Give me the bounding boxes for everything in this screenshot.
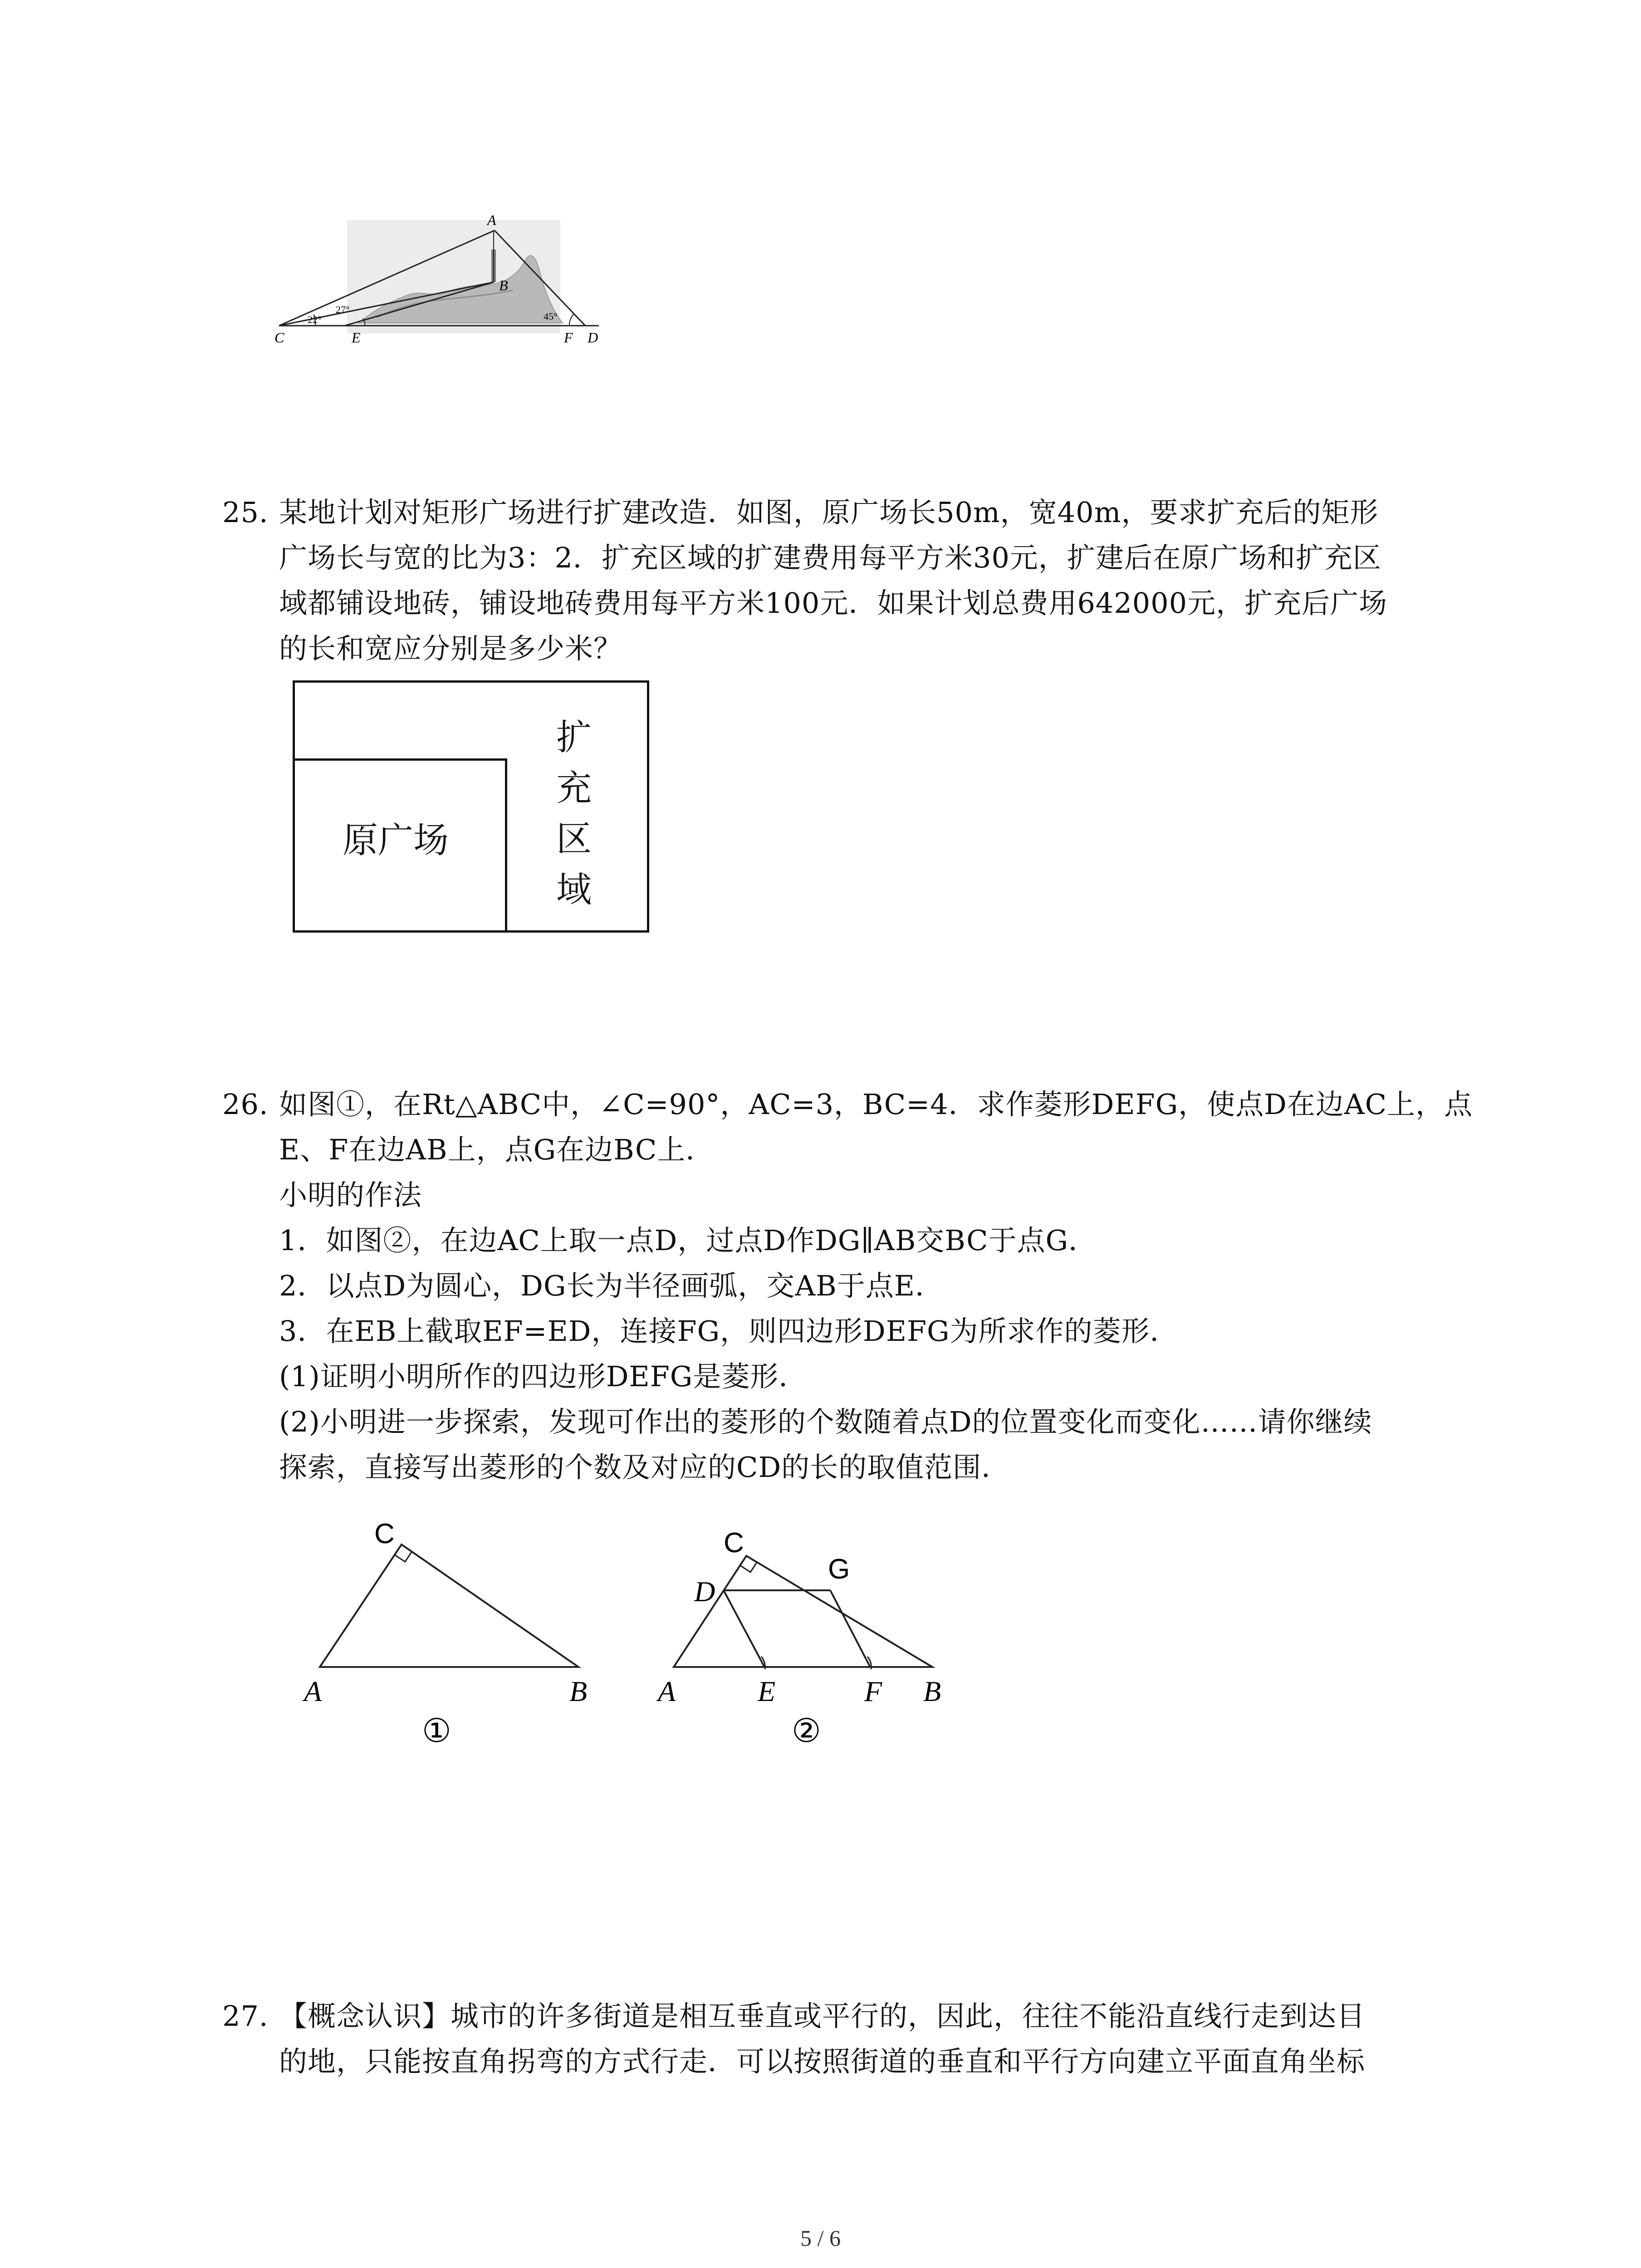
question-line: 的地，只能按直角拐弯的方式行走．可以按照街道的垂直和平行方向建立平面直角坐标 [279, 2045, 1366, 2078]
question-line: 域都铺设地砖，铺设地砖费用每平方米100元．如果计划总费用642000元，扩充后广场 [279, 587, 1388, 620]
label-f: F [864, 1675, 882, 1707]
label-c: C [374, 1518, 395, 1549]
figure-24 [272, 204, 599, 358]
figure-24-svg [272, 204, 599, 358]
label-a: A [487, 212, 496, 228]
caption-2: ② [792, 1711, 821, 1746]
question-line: 广场长与宽的比为3：2．扩充区域的扩建费用每平方米30元，扩建后在原广场和扩充区 [279, 541, 1381, 574]
question-line: 的长和宽应分别是多少米？ [279, 632, 622, 665]
angle-d-arc [569, 314, 574, 326]
original-label: 原广场 [343, 820, 449, 861]
label-e: E [352, 329, 361, 346]
figure-26-1-svg [290, 1510, 617, 1746]
label-a: A [304, 1675, 322, 1707]
caption-1: ① [422, 1711, 451, 1746]
question-line: 如图①，在Rt△ABC中，∠C=90°，AC=3，BC=4．求作菱形DEFG，使点D在边AC上，点 [279, 1088, 1473, 1121]
question-number: 27. [222, 1999, 269, 2033]
angle-d-label: 45° [544, 311, 558, 322]
expanded-label-char: 充 [556, 768, 592, 809]
label-e: E [758, 1675, 776, 1707]
label-b: B [569, 1675, 588, 1707]
expanded-label [554, 712, 594, 915]
expanded-label-char: 扩 [556, 717, 592, 758]
label-c: C [274, 329, 284, 346]
angle-e-label: 27° [336, 304, 350, 315]
method-title: 小明的作法 [279, 1178, 422, 1212]
figure-26-2-svg [649, 1510, 975, 1746]
segment-gf [830, 1590, 870, 1667]
triangle-abc [674, 1556, 932, 1667]
label-d: D [588, 329, 598, 346]
right-angle-mark [740, 1562, 757, 1572]
question-line: E、F在边AB上，点G在边BC上． [279, 1133, 715, 1166]
label-f: F [564, 329, 573, 346]
label-g: G [828, 1554, 850, 1585]
label-b: B [499, 277, 508, 293]
question-number: 26. [222, 1088, 269, 1121]
question-part: 探索，直接写出菱形的个数及对应的CD的长的取值范围． [279, 1451, 1010, 1484]
question-part: (1)证明小明所作的四边形DEFG是菱形． [279, 1360, 808, 1393]
angle-c-label: 22° [308, 314, 322, 325]
expanded-label-char: 区 [556, 819, 592, 860]
method-step: 2．以点D为圆心，DG长为半径画弧，交AB于点E． [279, 1269, 944, 1302]
question-line: 某地计划对矩形广场进行扩建改造．如图，原广场长50m，宽40m，要求扩充后的矩形 [279, 496, 1379, 529]
label-a: A [658, 1675, 676, 1707]
label-b: B [923, 1675, 941, 1707]
figure-26-1 [290, 1510, 617, 1746]
method-step: 3．在EB上截取EF=ED，连接FG，则四边形DEFG为所求作的菱形． [279, 1315, 1179, 1348]
method-step: 1．如图②，在边AC上取一点D，过点D作DG∥AB交BC于点G． [279, 1224, 1097, 1257]
label-c: C [724, 1527, 744, 1559]
figure-26-2 [649, 1510, 975, 1746]
triangle-abc [320, 1545, 578, 1667]
right-angle-mark [395, 1551, 412, 1562]
label-d: D [694, 1575, 715, 1608]
question-part: (2)小明进一步探索，发现可作出的菱形的个数随着点D的位置变化而变化……请你继续 [279, 1405, 1372, 1438]
page-number: 5 / 6 [800, 2225, 841, 2251]
question-27 [222, 1994, 1456, 2084]
question-25 [222, 490, 1456, 671]
expanded-label-char: 域 [556, 870, 592, 910]
question-26 [222, 1082, 1473, 1490]
question-line: 【概念认识】城市的许多街道是相互垂直或平行的，因此，往往不能沿直线行走到达目 [279, 1999, 1366, 2033]
figure-25 [293, 680, 651, 934]
segment-de [724, 1590, 764, 1667]
question-number: 25. [222, 496, 269, 529]
